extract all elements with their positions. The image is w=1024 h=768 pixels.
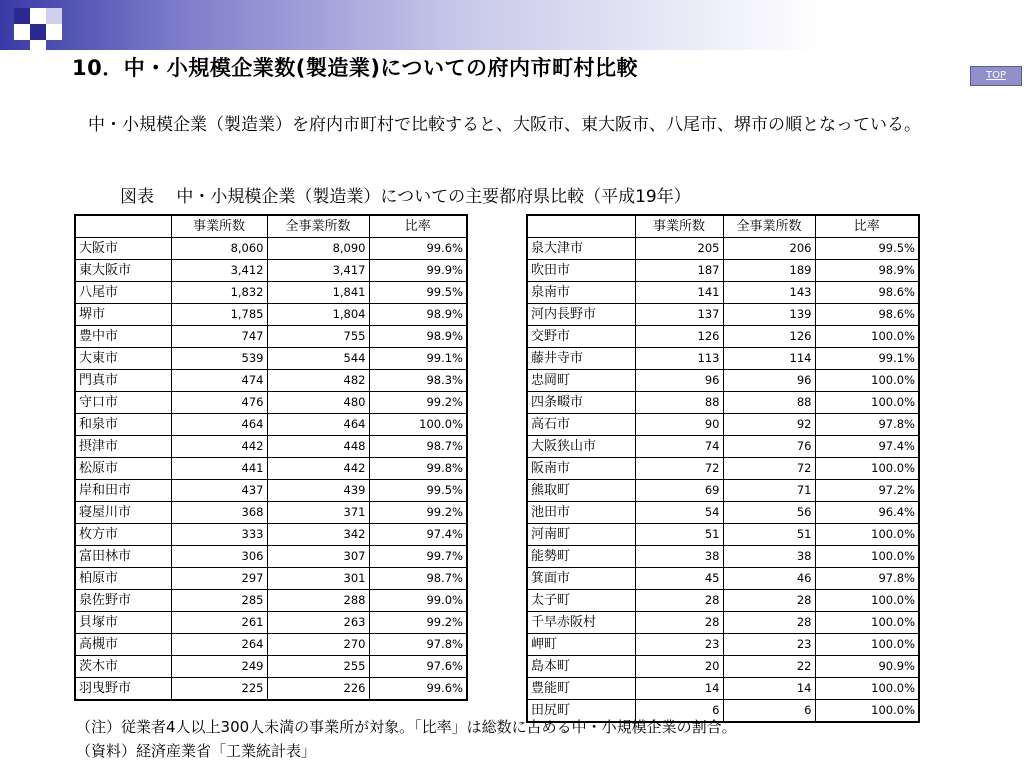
- total-establishment-count: 226: [267, 678, 369, 701]
- table-row: [527, 304, 919, 326]
- municipality-name: 貝塚市: [75, 612, 171, 634]
- municipality-name: 島本町: [527, 656, 635, 678]
- column-header: 比率: [369, 215, 467, 238]
- total-establishment-count: 270: [267, 634, 369, 656]
- left-municipality-table: [74, 214, 468, 701]
- table-row: [75, 370, 467, 392]
- table-row: [527, 568, 919, 590]
- municipality-name: 太子町: [527, 590, 635, 612]
- municipality-name: 高石市: [527, 414, 635, 436]
- total-establishment-count: 464: [267, 414, 369, 436]
- establishment-count: 137: [635, 304, 723, 326]
- total-establishment-count: 88: [723, 392, 815, 414]
- total-establishment-count: 8,090: [267, 238, 369, 260]
- ratio: 99.2%: [369, 612, 467, 634]
- establishment-count: 187: [635, 260, 723, 282]
- total-establishment-count: 92: [723, 414, 815, 436]
- table-row: [527, 458, 919, 480]
- establishment-count: 90: [635, 414, 723, 436]
- column-header: [527, 215, 635, 238]
- ratio: 98.3%: [369, 370, 467, 392]
- total-establishment-count: 439: [267, 480, 369, 502]
- total-establishment-count: 72: [723, 458, 815, 480]
- total-establishment-count: 71: [723, 480, 815, 502]
- table-row: [75, 458, 467, 480]
- establishment-count: 333: [171, 524, 267, 546]
- ratio: 100.0%: [815, 392, 919, 414]
- ratio: 99.2%: [369, 502, 467, 524]
- municipality-name: 吹田市: [527, 260, 635, 282]
- table-row: [527, 502, 919, 524]
- table-row: [75, 612, 467, 634]
- ratio: 98.7%: [369, 568, 467, 590]
- establishment-count: 264: [171, 634, 267, 656]
- intro-paragraph: 中・小規模企業（製造業）を府内市町村で比較すると、大阪市、東大阪市、八尾市、堺市の順となっている。: [88, 115, 921, 135]
- ratio: 98.9%: [369, 304, 467, 326]
- table-row: [75, 238, 467, 260]
- ratio: 97.2%: [815, 480, 919, 502]
- ratio: 100.0%: [815, 458, 919, 480]
- ratio: 99.5%: [369, 480, 467, 502]
- municipality-name: 箕面市: [527, 568, 635, 590]
- table-row: [527, 282, 919, 304]
- total-establishment-count: 96: [723, 370, 815, 392]
- establishment-count: 249: [171, 656, 267, 678]
- ratio: 97.8%: [815, 414, 919, 436]
- ratio: 98.6%: [815, 282, 919, 304]
- ratio: 99.2%: [369, 392, 467, 414]
- total-establishment-count: 6: [723, 700, 815, 723]
- ratio: 98.9%: [369, 326, 467, 348]
- ratio: 100.0%: [815, 612, 919, 634]
- table-row: [75, 304, 467, 326]
- footnote: （注）従業者4人以上300人未満の事業所が対象。「比率」は総数に占める中・小規模企業の割合。: [76, 718, 737, 736]
- table-row: [75, 524, 467, 546]
- municipality-name: 阪南市: [527, 458, 635, 480]
- establishment-count: 20: [635, 656, 723, 678]
- municipality-name: 八尾市: [75, 282, 171, 304]
- table-row: [527, 348, 919, 370]
- ratio: 98.7%: [369, 436, 467, 458]
- municipality-name: 茨木市: [75, 656, 171, 678]
- establishment-count: 141: [635, 282, 723, 304]
- municipality-name: 忠岡町: [527, 370, 635, 392]
- table-row: [527, 326, 919, 348]
- table-row: [75, 414, 467, 436]
- establishment-count: 126: [635, 326, 723, 348]
- total-establishment-count: 448: [267, 436, 369, 458]
- table-row: [75, 656, 467, 678]
- municipality-name: 泉南市: [527, 282, 635, 304]
- ratio: 97.6%: [369, 656, 467, 678]
- municipality-name: 豊中市: [75, 326, 171, 348]
- total-establishment-count: 482: [267, 370, 369, 392]
- header-band: [0, 0, 1024, 50]
- municipality-name: 松原市: [75, 458, 171, 480]
- establishment-count: 1,785: [171, 304, 267, 326]
- total-establishment-count: 14: [723, 678, 815, 700]
- table-row: [527, 590, 919, 612]
- total-establishment-count: 22: [723, 656, 815, 678]
- total-establishment-count: 46: [723, 568, 815, 590]
- table-row: [75, 436, 467, 458]
- table-row: [75, 634, 467, 656]
- table-row: [75, 392, 467, 414]
- total-establishment-count: 28: [723, 590, 815, 612]
- establishment-count: 3,412: [171, 260, 267, 282]
- municipality-name: 富田林市: [75, 546, 171, 568]
- right-municipality-table: [526, 214, 920, 723]
- establishment-count: 464: [171, 414, 267, 436]
- ratio: 98.9%: [815, 260, 919, 282]
- column-header: 全事業所数: [723, 215, 815, 238]
- total-establishment-count: 301: [267, 568, 369, 590]
- total-establishment-count: 342: [267, 524, 369, 546]
- table-row: [527, 524, 919, 546]
- total-establishment-count: 38: [723, 546, 815, 568]
- ratio: 99.6%: [369, 678, 467, 701]
- ratio: 97.8%: [369, 634, 467, 656]
- column-header: [75, 215, 171, 238]
- table-row: [527, 634, 919, 656]
- establishment-count: 38: [635, 546, 723, 568]
- table-row: [527, 414, 919, 436]
- total-establishment-count: 114: [723, 348, 815, 370]
- ratio: 99.7%: [369, 546, 467, 568]
- municipality-name: 枚方市: [75, 524, 171, 546]
- municipality-name: 岸和田市: [75, 480, 171, 502]
- establishment-count: 96: [635, 370, 723, 392]
- municipality-name: 池田市: [527, 502, 635, 524]
- column-header: 事業所数: [635, 215, 723, 238]
- establishment-count: 1,832: [171, 282, 267, 304]
- establishment-count: 54: [635, 502, 723, 524]
- municipality-name: 岬町: [527, 634, 635, 656]
- total-establishment-count: 51: [723, 524, 815, 546]
- establishment-count: 297: [171, 568, 267, 590]
- municipality-name: 大阪市: [75, 238, 171, 260]
- ratio: 90.9%: [815, 656, 919, 678]
- total-establishment-count: 371: [267, 502, 369, 524]
- ratio: 99.5%: [369, 282, 467, 304]
- total-establishment-count: 189: [723, 260, 815, 282]
- ratio: 99.5%: [815, 238, 919, 260]
- total-establishment-count: 143: [723, 282, 815, 304]
- table-row: [75, 590, 467, 612]
- establishment-count: 14: [635, 678, 723, 700]
- municipality-name: 泉大津市: [527, 238, 635, 260]
- ratio: 99.8%: [369, 458, 467, 480]
- total-establishment-count: 126: [723, 326, 815, 348]
- table-row: [527, 656, 919, 678]
- establishment-count: 88: [635, 392, 723, 414]
- table-row: [75, 568, 467, 590]
- total-establishment-count: 56: [723, 502, 815, 524]
- establishment-count: 23: [635, 634, 723, 656]
- table-row: [75, 546, 467, 568]
- establishment-count: 72: [635, 458, 723, 480]
- establishment-count: 8,060: [171, 238, 267, 260]
- ratio: 98.6%: [815, 304, 919, 326]
- establishment-count: 261: [171, 612, 267, 634]
- establishment-count: 437: [171, 480, 267, 502]
- total-establishment-count: 263: [267, 612, 369, 634]
- municipality-name: 守口市: [75, 392, 171, 414]
- municipality-name: 東大阪市: [75, 260, 171, 282]
- ratio: 99.6%: [369, 238, 467, 260]
- municipality-name: 千早赤阪村: [527, 612, 635, 634]
- municipality-name: 大東市: [75, 348, 171, 370]
- establishment-count: 476: [171, 392, 267, 414]
- total-establishment-count: 307: [267, 546, 369, 568]
- ratio: 99.1%: [369, 348, 467, 370]
- establishment-count: 442: [171, 436, 267, 458]
- source-note: （資料）経済産業省「工業統計表」: [76, 742, 317, 760]
- table-row: [527, 678, 919, 700]
- table-row: [527, 392, 919, 414]
- establishment-count: 747: [171, 326, 267, 348]
- establishment-count: 205: [635, 238, 723, 260]
- municipality-name: 堺市: [75, 304, 171, 326]
- municipality-name: 交野市: [527, 326, 635, 348]
- establishment-count: 51: [635, 524, 723, 546]
- establishment-count: 6: [635, 700, 723, 723]
- municipality-name: 和泉市: [75, 414, 171, 436]
- municipality-name: 藤井寺市: [527, 348, 635, 370]
- establishment-count: 28: [635, 612, 723, 634]
- top-button[interactable]: TOP: [970, 66, 1022, 86]
- ratio: 100.0%: [815, 370, 919, 392]
- table-row: [527, 546, 919, 568]
- establishment-count: 28: [635, 590, 723, 612]
- ratio: 100.0%: [369, 414, 467, 436]
- municipality-name: 高槻市: [75, 634, 171, 656]
- column-header: 比率: [815, 215, 919, 238]
- table-row: [527, 436, 919, 458]
- total-establishment-count: 288: [267, 590, 369, 612]
- total-establishment-count: 23: [723, 634, 815, 656]
- municipality-name: 四条畷市: [527, 392, 635, 414]
- establishment-count: 113: [635, 348, 723, 370]
- municipality-name: 門真市: [75, 370, 171, 392]
- table-row: [75, 480, 467, 502]
- establishment-count: 368: [171, 502, 267, 524]
- ratio: 100.0%: [815, 326, 919, 348]
- table-row: [527, 370, 919, 392]
- establishment-count: 285: [171, 590, 267, 612]
- table-row: [75, 678, 467, 701]
- total-establishment-count: 28: [723, 612, 815, 634]
- municipality-name: 能勢町: [527, 546, 635, 568]
- ratio: 100.0%: [815, 700, 919, 723]
- total-establishment-count: 1,804: [267, 304, 369, 326]
- municipality-name: 田尻町: [527, 700, 635, 723]
- table-caption: 図表 中・小規模企業（製造業）についての主要都府県比較（平成19年）: [120, 187, 691, 207]
- municipality-name: 河内長野市: [527, 304, 635, 326]
- ratio: 99.0%: [369, 590, 467, 612]
- municipality-name: 柏原市: [75, 568, 171, 590]
- table-row: [527, 238, 919, 260]
- establishment-count: 474: [171, 370, 267, 392]
- ratio: 100.0%: [815, 590, 919, 612]
- total-establishment-count: 480: [267, 392, 369, 414]
- table-row: [527, 480, 919, 502]
- establishment-count: 45: [635, 568, 723, 590]
- municipality-name: 豊能町: [527, 678, 635, 700]
- total-establishment-count: 1,841: [267, 282, 369, 304]
- municipality-name: 寝屋川市: [75, 502, 171, 524]
- establishment-count: 69: [635, 480, 723, 502]
- table-row: [75, 348, 467, 370]
- total-establishment-count: 76: [723, 436, 815, 458]
- establishment-count: 225: [171, 678, 267, 701]
- ratio: 100.0%: [815, 678, 919, 700]
- total-establishment-count: 139: [723, 304, 815, 326]
- table-row: [75, 260, 467, 282]
- establishment-count: 74: [635, 436, 723, 458]
- municipality-name: 熊取町: [527, 480, 635, 502]
- table-row: [75, 502, 467, 524]
- total-establishment-count: 755: [267, 326, 369, 348]
- ratio: 97.8%: [815, 568, 919, 590]
- municipality-name: 泉佐野市: [75, 590, 171, 612]
- page-title: 10．中・小規模企業数(製造業)についての府内市町村比較: [72, 56, 638, 80]
- ratio: 100.0%: [815, 634, 919, 656]
- establishment-count: 306: [171, 546, 267, 568]
- ratio: 99.1%: [815, 348, 919, 370]
- ratio: 99.9%: [369, 260, 467, 282]
- establishment-count: 441: [171, 458, 267, 480]
- ratio: 97.4%: [815, 436, 919, 458]
- table-row: [527, 260, 919, 282]
- ratio: 100.0%: [815, 524, 919, 546]
- column-header: 全事業所数: [267, 215, 369, 238]
- municipality-name: 羽曳野市: [75, 678, 171, 701]
- total-establishment-count: 3,417: [267, 260, 369, 282]
- establishment-count: 539: [171, 348, 267, 370]
- table-row: [527, 612, 919, 634]
- total-establishment-count: 544: [267, 348, 369, 370]
- ratio: 100.0%: [815, 546, 919, 568]
- municipality-name: 大阪狭山市: [527, 436, 635, 458]
- total-establishment-count: 206: [723, 238, 815, 260]
- column-header: 事業所数: [171, 215, 267, 238]
- total-establishment-count: 255: [267, 656, 369, 678]
- table-row: [75, 326, 467, 348]
- ratio: 96.4%: [815, 502, 919, 524]
- municipality-name: 河南町: [527, 524, 635, 546]
- ratio: 97.4%: [369, 524, 467, 546]
- table-row: [75, 282, 467, 304]
- total-establishment-count: 442: [267, 458, 369, 480]
- municipality-name: 摂津市: [75, 436, 171, 458]
